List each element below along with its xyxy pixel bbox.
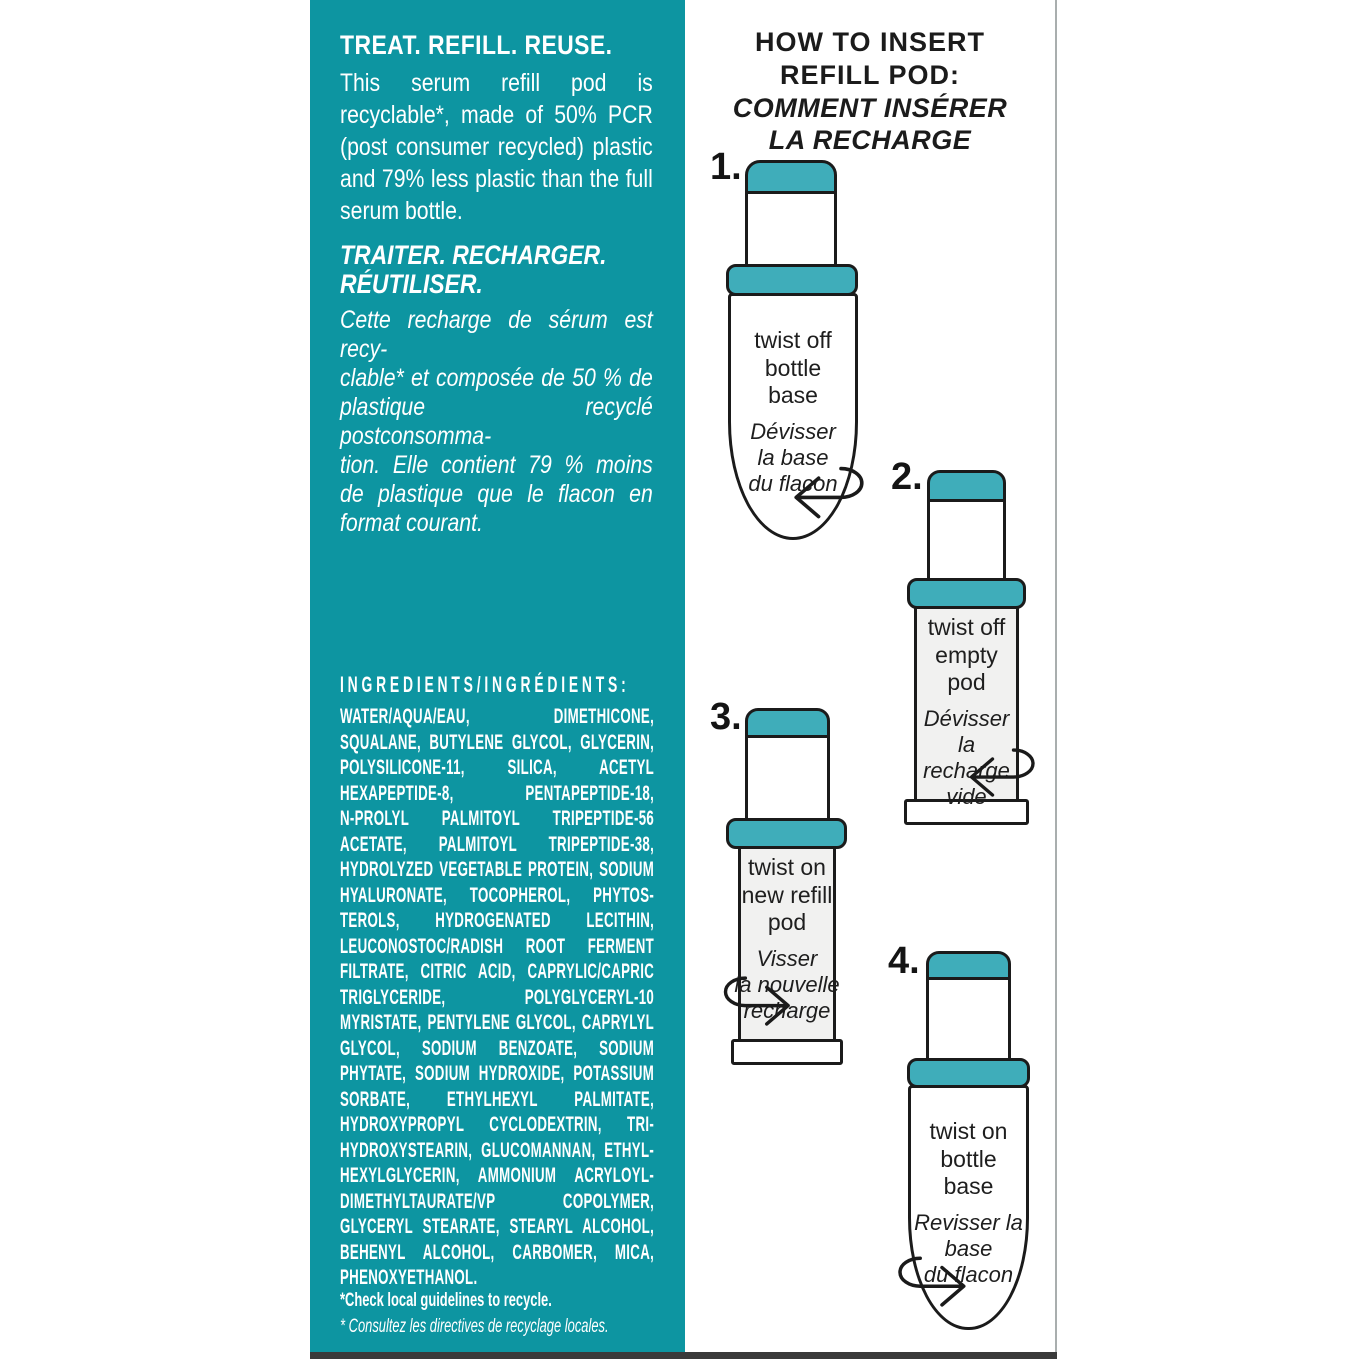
- step-3-pod-collar: [726, 818, 847, 849]
- footnote-french: * Consultez les directives de recyclage locales.: [340, 1316, 609, 1337]
- twist-left-arrow-icon: [961, 744, 1051, 798]
- step-1-bottle-collar: [726, 264, 858, 296]
- step-4-bottle-collar: [907, 1058, 1030, 1088]
- howto-panel: [685, 0, 1057, 1352]
- heading-treat-refill-reuse: TREAT. REFILL. REUSE.: [340, 30, 613, 60]
- step-3-number: 3.: [710, 696, 742, 738]
- step-4-bottle-cap: [926, 951, 1011, 980]
- step-2-label-fr: Dévisser la recharge vide: [923, 705, 1010, 809]
- twist-left-arrow-icon: [785, 462, 881, 520]
- paragraph-english: This serum refill pod is recyclable*, made of 50% PCR (post consumer recycled) plastic and 79% less plastic than the full serum bottle.: [340, 69, 653, 225]
- step-2-label-en: twist off empty pod: [927, 614, 1006, 695]
- step-4-number: 4.: [888, 940, 920, 982]
- twist-right-arrow-icon: [881, 1252, 975, 1308]
- ingredients-list: WATER/AQUA/EAU, DIMETHICONE, SQUALANE, BUTYLENE GLYCOL, GLYCERIN, POLYSILICONE-11, SILICA, ACETYL HEXAPEPTIDE-8, PENTAPEPTIDE-18, N-PROLYL PALMITOYL TRIPEPTIDE-56 ACETATE, PALMITOYL TRIPEPTIDE-38, HYDROLYZED VEGETABLE PROTEIN, SODIUM HYALURONATE, TOCOPHEROL, PHYTOS- TEROLS, HYDROGENATED LECITHIN, LEUCONOSTOC/RADISH ROOT FERMENT FILTRATE, CITRIC ACID, CAPRYLIC/CAPRIC TRIGLYCERIDE, POLYGLYCERYL-10 MYRISTATE, PENTYLENE GLYCOL, CAPRYLYL GLYCOL, SODIUM BENZOATE, SODIUM PHYTATE, SODIUM HYDROXIDE, POTASSIUM SORBATE, ETHYLHEXYL PALMITATE, HYDROXYPROPYL CYCLODEXTRIN, TRI- HYDROXYSTEARIN, GLUCOMANNAN, ETHYL- HEXYLGLYCERIN, AMMONIUM ACRYLOYL- DIMETHYLTAURATE/VP COPOLYMER, GLYCERYL STEARATE, STEARYL ALCOHOL, BEHENYL ALCOHOL, CARBOMER, MICA, PHENOXYETHANOL.: [340, 705, 655, 1289]
- label-area: [310, 0, 1057, 1359]
- step-3-pod-cap: [745, 708, 830, 738]
- step-1-label-en: twist off bottle base: [754, 327, 832, 408]
- footnotes: [340, 1288, 654, 1340]
- recycle-copy-block: [340, 30, 653, 538]
- step-4-bottle-neck: [926, 976, 1011, 1064]
- step-1-label-fr: Dévisser la base du flacon: [748, 418, 838, 496]
- howto-heading-english: HOW TO INSERT REFILL POD:: [754, 27, 985, 90]
- step-2-pod-collar: [907, 578, 1026, 609]
- paragraph-french: Cette recharge de sérum est recy- clable* et composée de 50 % de plastique recyclé postconsomma- tion. Elle contient 79 % moins de plastique que le flacon en format courant.: [340, 306, 653, 537]
- twist-right-arrow-icon: [707, 972, 799, 1027]
- ingredients-block: [340, 672, 654, 1291]
- step-4-label-en: twist on bottle base: [929, 1118, 1008, 1199]
- step-2-pod-cap: [927, 470, 1006, 502]
- ingredients-heading: INGREDIENTS/INGRÉDIENTS:: [340, 672, 630, 697]
- step-2-number: 2.: [891, 456, 923, 498]
- heading-traiter-recharger: TRAITER. RECHARGER. RÉUTILISER.: [340, 240, 607, 299]
- step-3-label-fr: Visser la nouvelle recharge: [734, 945, 840, 1023]
- step-3-label-en: twist on new refill pod: [741, 854, 833, 935]
- step-1-number: 1.: [710, 146, 742, 188]
- footnote-english: *Check local guidelines to recycle.: [340, 1290, 552, 1311]
- teal-info-panel: [310, 0, 685, 1352]
- step-1-bottle-cap: [745, 160, 837, 194]
- step-4-label-fr: Revisser la base du flacon: [914, 1209, 1023, 1287]
- howto-heading-french: COMMENT INSÉRER LA RECHARGE: [732, 93, 1008, 155]
